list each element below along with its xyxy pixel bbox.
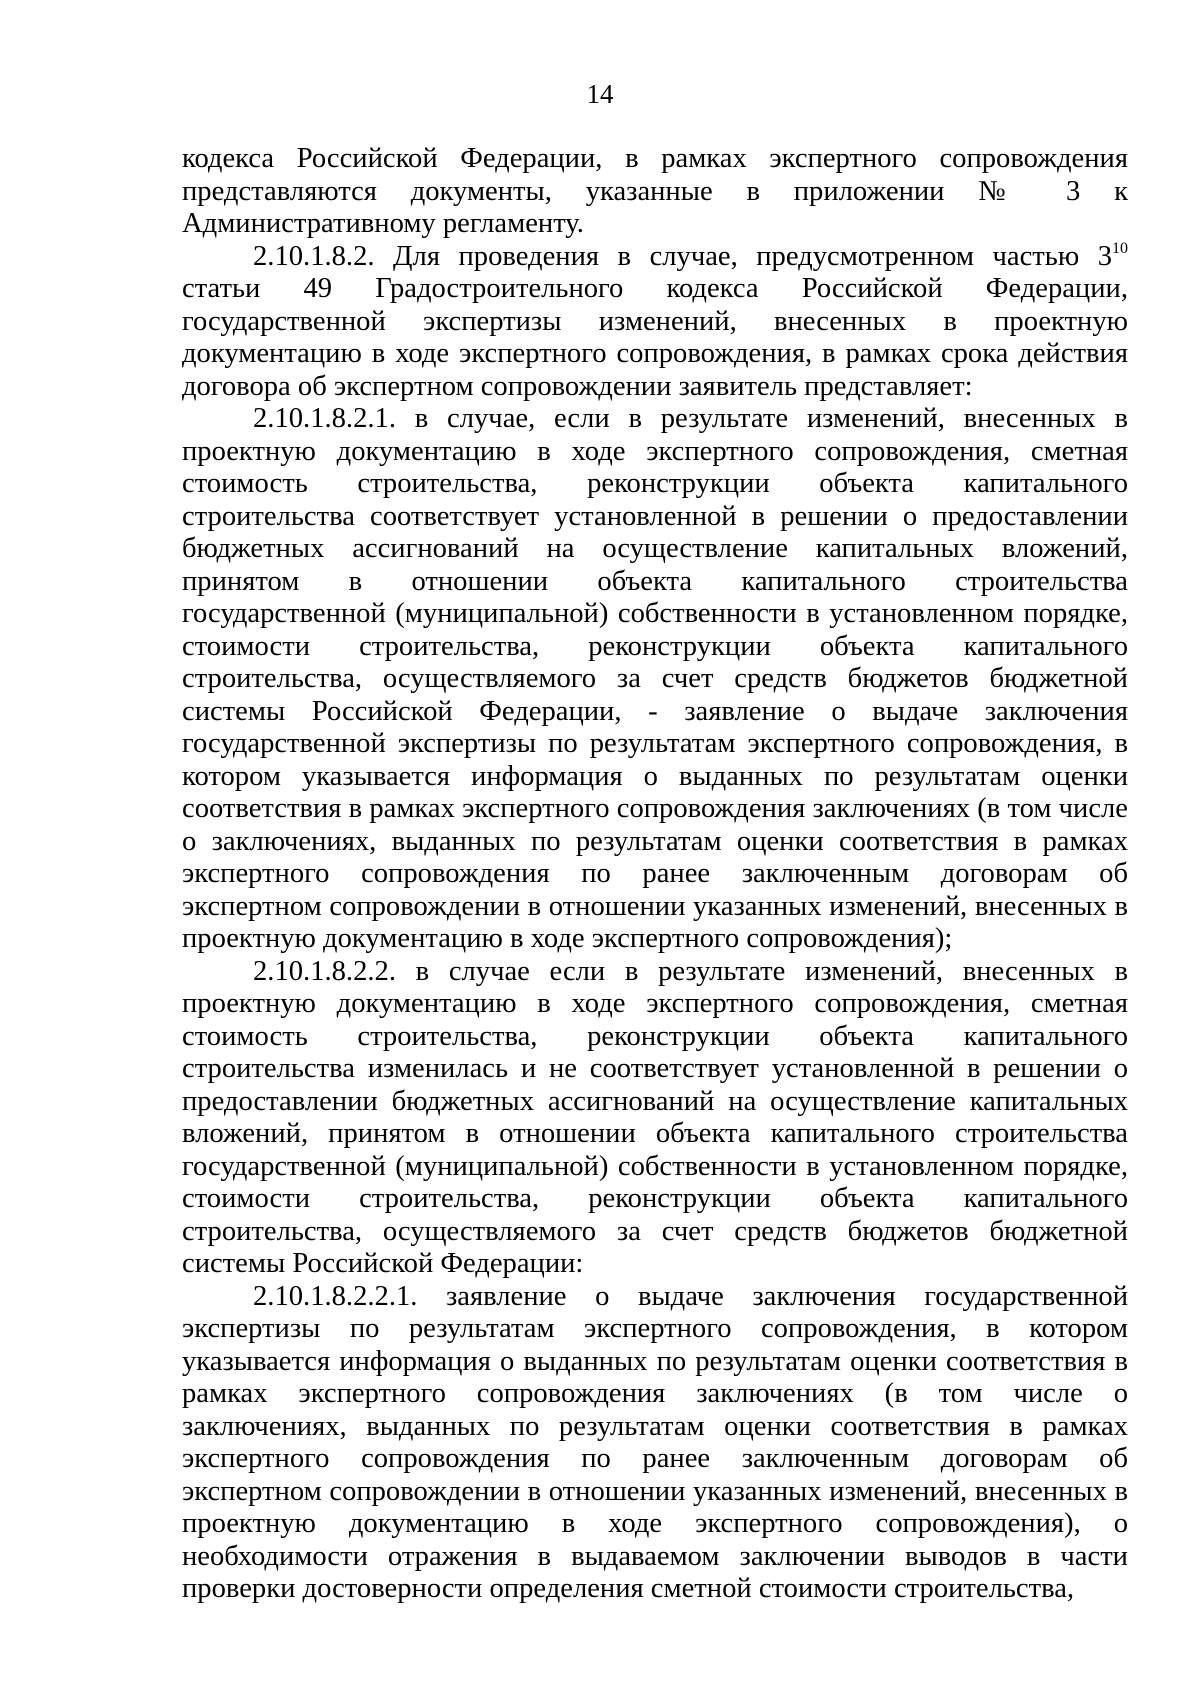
document-body (182, 143, 1128, 1606)
paragraph-2-10-1-8-2-2-1: 2.10.1.8.2.2.1. заявление о выдаче заключения государственной экспертизы по результатам экспертного сопровождения, в котором указывается информация о выданных по результатам оценки соответствия в рамках экспертного сопровождения заключениях (в том числе о заключениях, выданных по результатам оценки соответствия в рамках экспертного сопровождения по ранее заключенным договорам об экспертном сопровождении в отношении указанных изменений, внесенных в проектную документацию в ходе экспертного сопровождения), о необходимости отражения в выдаваемом заключении выводов в части проверки достоверности определения сметной стоимости строительства, (182, 1280, 1128, 1604)
paragraph-continuation: кодекса Российской Федерации, в рамках экспертного сопровождения представляются документы, указанные в приложении № 3 к Административному регламенту. (182, 143, 1128, 239)
page-number: 14 (586, 79, 614, 109)
paragraph-text-end: статьи 49 Градостроительного кодекса Российской Федерации, государственной экспертизы изменений, внесенных в проектную документацию в ходе экспертного сопровождения, в рамках срока действия договора об экспертном сопровождении заявитель представляет: (182, 273, 1128, 402)
paragraph-text-start: 2.10.1.8.2. Для проведения в случае, предусмотренном частью 3 (253, 240, 1112, 272)
superscript-ten: 10 (1112, 239, 1128, 257)
paragraph-2-10-1-8-2-1: 2.10.1.8.2.1. в случае, если в результате изменений, внесенных в проектную документацию в ходе экспертного сопровождения, сметная стоимость строительства, реконструкции объекта капитального строительства соответствует установленной в решении о предоставлении бюджетных ассигнований на осуществление капитальных вложений, принятом в отношении объекта капитального строительства государственной (муниципальной) собственности в установленном порядке, стоимости строительства, реконструкции объекта капитального строительства, осуществляемого за счет средств бюджетов бюджетной системы Российской Федерации, - заявление о выдаче заключения государственной экспертизы по результатам экспертного сопровождения, в котором указывается информация о выданных по результатам оценки соответствия в рамках экспертного сопровождения заключениях (в том числе о заключениях, выданных по результатам оценки соответствия в рамках экспертного сопровождения по ранее заключенным договорам об экспертном сопровождении в отношении указанных изменений, внесенных в проектную документацию в ходе экспертного сопровождения); (182, 403, 1128, 954)
paragraph-2-10-1-8-2 (182, 241, 1128, 404)
paragraph-2-10-1-8-2-2: 2.10.1.8.2.2. в случае если в результате изменений, внесенных в проектную документацию в ходе экспертного сопровождения, сметная стоимость строительства, реконструкции объекта капитального строительства изменилась и не соответствует установленной в решении о предоставлении бюджетных ассигнований на осуществление капитальных вложений, принятом в отношении объекта капитального строительства государственной (муниципальной) собственности в установленном порядке, стоимости строительства, реконструкции объекта капитального строительства, осуществляемого за счет средств бюджетов бюджетной системы Российской Федерации: (182, 955, 1128, 1279)
